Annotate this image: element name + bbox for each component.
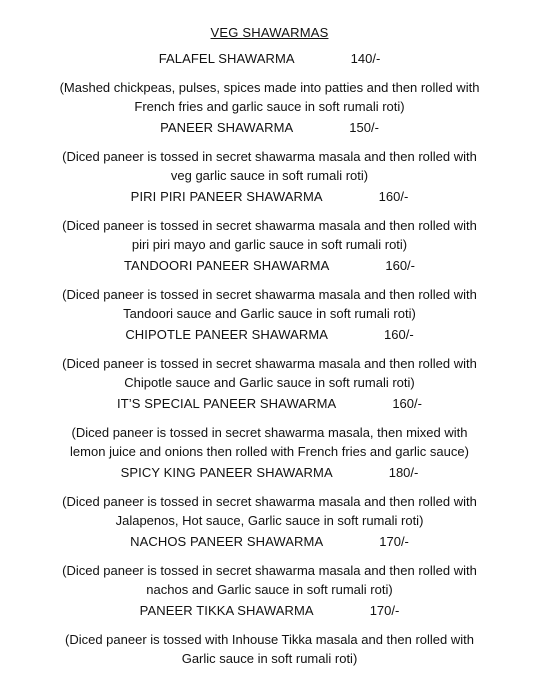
menu-item-row: [0, 600, 539, 622]
menu-item-name: CHIPOTLE PANEER SHAWARMA: [125, 327, 329, 342]
menu-item: [0, 48, 539, 117]
menu-item-name: IT’S SPECIAL PANEER SHAWARMA: [117, 396, 337, 411]
menu-item-description: (Diced paneer is tossed in secret shawarma masala, then mixed with lemon juice and onions then rolled with French fries and garlic sauce): [70, 425, 469, 459]
menu-item: [0, 117, 539, 186]
menu-item-price: 140/-: [350, 51, 381, 66]
menu-item-name: SPICY KING PANEER SHAWARMA: [120, 465, 333, 480]
menu-item-name: TANDOORI PANEER SHAWARMA: [123, 258, 330, 273]
menu-item-name: FALAFEL SHAWARMA: [158, 51, 295, 66]
menu-item-row: [0, 393, 539, 415]
menu-item: [0, 531, 539, 600]
menu-item-name: NACHOS PANEER SHAWARMA: [130, 534, 324, 549]
menu-item-row: [0, 255, 539, 277]
menu-item-row: [0, 531, 539, 553]
menu-item: [0, 600, 539, 669]
menu-item-price: 180/-: [388, 465, 419, 480]
menu-item-price: 160/-: [385, 258, 415, 273]
menu-item-row: [0, 186, 539, 208]
menu-item-row: [0, 117, 539, 139]
menu-item-description: (Diced paneer is tossed in secret shawarma masala and then rolled with piri piri mayo and garlic sauce in soft rumali roti): [62, 218, 477, 252]
menu-item: [0, 255, 539, 324]
menu-item-price: 160/-: [392, 396, 422, 411]
menu-item-name: PANEER SHAWARMA: [160, 120, 294, 135]
menu-heading: VEG SHAWARMAS: [210, 25, 329, 40]
menu-item-price: 160/-: [384, 327, 414, 342]
menu-item-row: [0, 462, 539, 484]
menu-item-description: (Diced paneer is tossed in secret shawarma masala and then rolled with nachos and Garlic sauce in soft rumali roti): [62, 563, 477, 597]
menu-item-description: (Diced paneer is tossed in secret shawarma masala and then rolled with veg garlic sauce in soft rumali roti): [62, 149, 477, 183]
menu-item-row: [0, 324, 539, 346]
menu-item-price: 150/-: [349, 120, 379, 135]
menu-item-name: PIRI PIRI PANEER SHAWARMA: [130, 189, 323, 204]
menu-item-description: (Diced paneer is tossed in secret shawarma masala and then rolled with Jalapenos, Hot sauce, Garlic sauce in soft rumali roti): [62, 494, 477, 528]
menu-item-price: 160/-: [378, 189, 409, 204]
menu-item: [0, 393, 539, 462]
menu-item-row: [0, 48, 539, 70]
menu-item-description: (Diced paneer is tossed in secret shawarma masala and then rolled with Chipotle sauce and Garlic sauce in soft rumali roti): [62, 356, 477, 390]
menu-item-name: PANEER TIKKA SHAWARMA: [139, 603, 314, 618]
menu-item-price: 170/-: [379, 534, 409, 549]
menu-item-price: 170/-: [369, 603, 400, 618]
menu-item-description: (Mashed chickpeas, pulses, spices made into patties and then rolled with French fries and garlic sauce in soft rumali roti): [59, 80, 480, 114]
menu-item: [0, 324, 539, 393]
menu-item: [0, 186, 539, 255]
menu-item: [0, 462, 539, 531]
menu-item-description: (Diced paneer is tossed with Inhouse Tikka masala and then rolled with Garlic sauce in soft rumali roti): [65, 632, 474, 666]
menu-item-description: (Diced paneer is tossed in secret shawarma masala and then rolled with Tandoori sauce and Garlic sauce in soft rumali roti): [62, 287, 477, 321]
